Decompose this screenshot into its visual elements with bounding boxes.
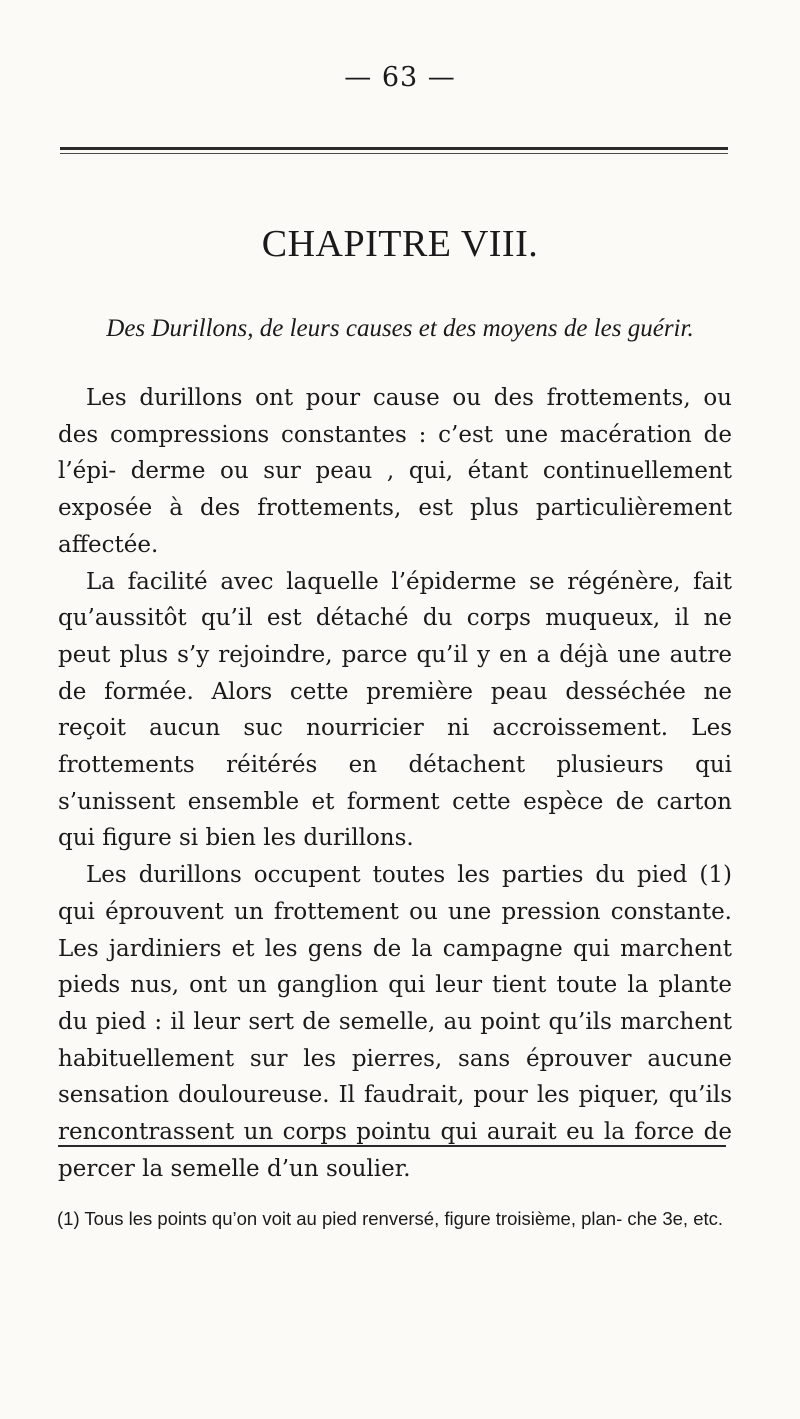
paragraph-1: Les durillons ont pour cause ou des frottements, ou des compressions constantes : c’est une macération de l’épi- derme ou sur peau , qui, étant continuellement exposée à des frottements, est plus particulièrement affectée. xyxy=(58,385,732,558)
header-rule-thin xyxy=(60,153,728,154)
chapter-title: CHAPITRE VIII. xyxy=(261,223,539,265)
header-rule xyxy=(60,147,728,150)
body-text xyxy=(58,380,732,1187)
footnote: (1) Tous les points qu’on voit au pied renversé, figure troisième, plan- che 3e, etc. xyxy=(57,1208,724,1229)
page-number: — 63 — xyxy=(344,62,456,93)
paragraph-2: La facilité avec laquelle l’épiderme se régénère, fait qu’aussitôt qu’il est détaché du corps muqueux, il ne peut plus s’y rejoindre, parce qu’il y en a déjà une autre de formée. Alors cette première peau desséchée ne reçoit aucun suc nourricier ni accroissement. Les frottements réitérés en détachent plusieurs qui s’unissent ensemble et forment cette espèce de carton qui figure si bien les durillons. xyxy=(58,568,732,852)
chapter-subtitle: Des Durillons, de leurs causes et des moyens de les guérir. xyxy=(106,315,694,342)
footnote-rule xyxy=(58,1145,726,1147)
paragraph-3: Les durillons occupent toutes les parties du pied (1) qui éprouvent un frottement ou une pression constante. Les jardiniers et les gens de la campagne qui marchent pieds nus, ont un ganglion qui leur tient toute la plante du pied : il leur sert de semelle, au point qu’ils marchent habituellement sur les pierres, sans éprouver aucune sensation douloureuse. Il faudrait, pour les piquer, qu’ils rencontrassent un corps pointu qui aurait eu la force de percer la semelle d’un soulier. xyxy=(58,862,732,1182)
